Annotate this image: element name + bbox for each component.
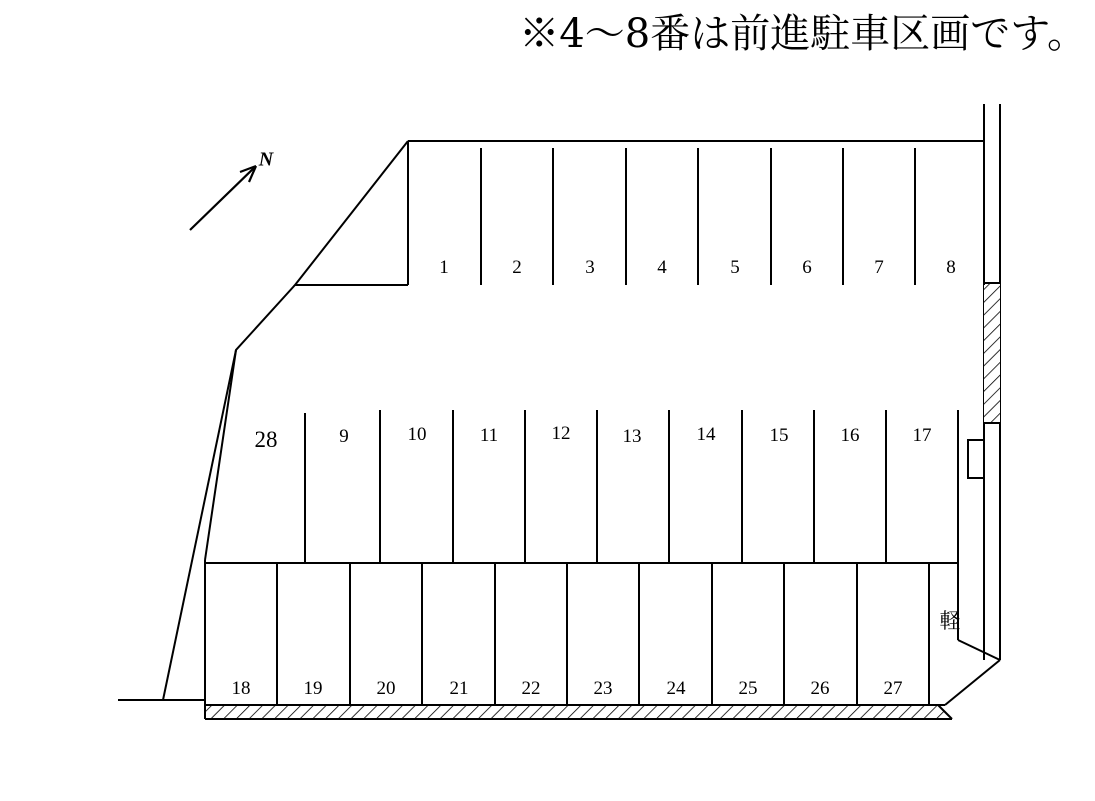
stall-label-11: 11 [479, 425, 499, 446]
stall-label-6: 6 [802, 257, 812, 278]
stall-label-10: 10 [407, 424, 427, 445]
stall-label-23: 23 [593, 678, 613, 699]
stall-label-18: 18 [231, 678, 251, 699]
stall-label-9: 9 [339, 426, 349, 447]
forward-parking-note: ※4〜8番は前進駐車区画です。 [519, 11, 1087, 57]
stall-label-14: 14 [696, 424, 716, 445]
stall-label-3: 3 [585, 257, 595, 278]
stall-label-25: 25 [738, 678, 758, 699]
stall-label-1: 1 [439, 257, 449, 278]
stall-label-19: 19 [303, 678, 323, 699]
stall-label-8: 8 [946, 257, 956, 278]
stall-label-4: 4 [657, 257, 667, 278]
stall-label-28: 28 [254, 427, 278, 452]
stall-label-26: 26 [810, 678, 830, 699]
stall-label-12: 12 [551, 423, 571, 444]
stall-label-13: 13 [622, 426, 642, 447]
stall-label-15: 15 [769, 425, 789, 446]
stall-label-24: 24 [666, 678, 686, 699]
stall-label-7: 7 [874, 257, 884, 278]
stall-label-22: 22 [521, 678, 541, 699]
compass-north-label: N [258, 148, 274, 171]
stall-label-16: 16 [840, 425, 860, 446]
stall-label-2: 2 [512, 257, 522, 278]
stall-label-20: 20 [376, 678, 396, 699]
kei-car-stall-label: 軽 [939, 609, 961, 633]
stall-label-17: 17 [912, 425, 932, 446]
stall-label-21: 21 [449, 678, 469, 699]
stall-label-5: 5 [730, 257, 740, 278]
stall-label-27: 27 [883, 678, 903, 699]
